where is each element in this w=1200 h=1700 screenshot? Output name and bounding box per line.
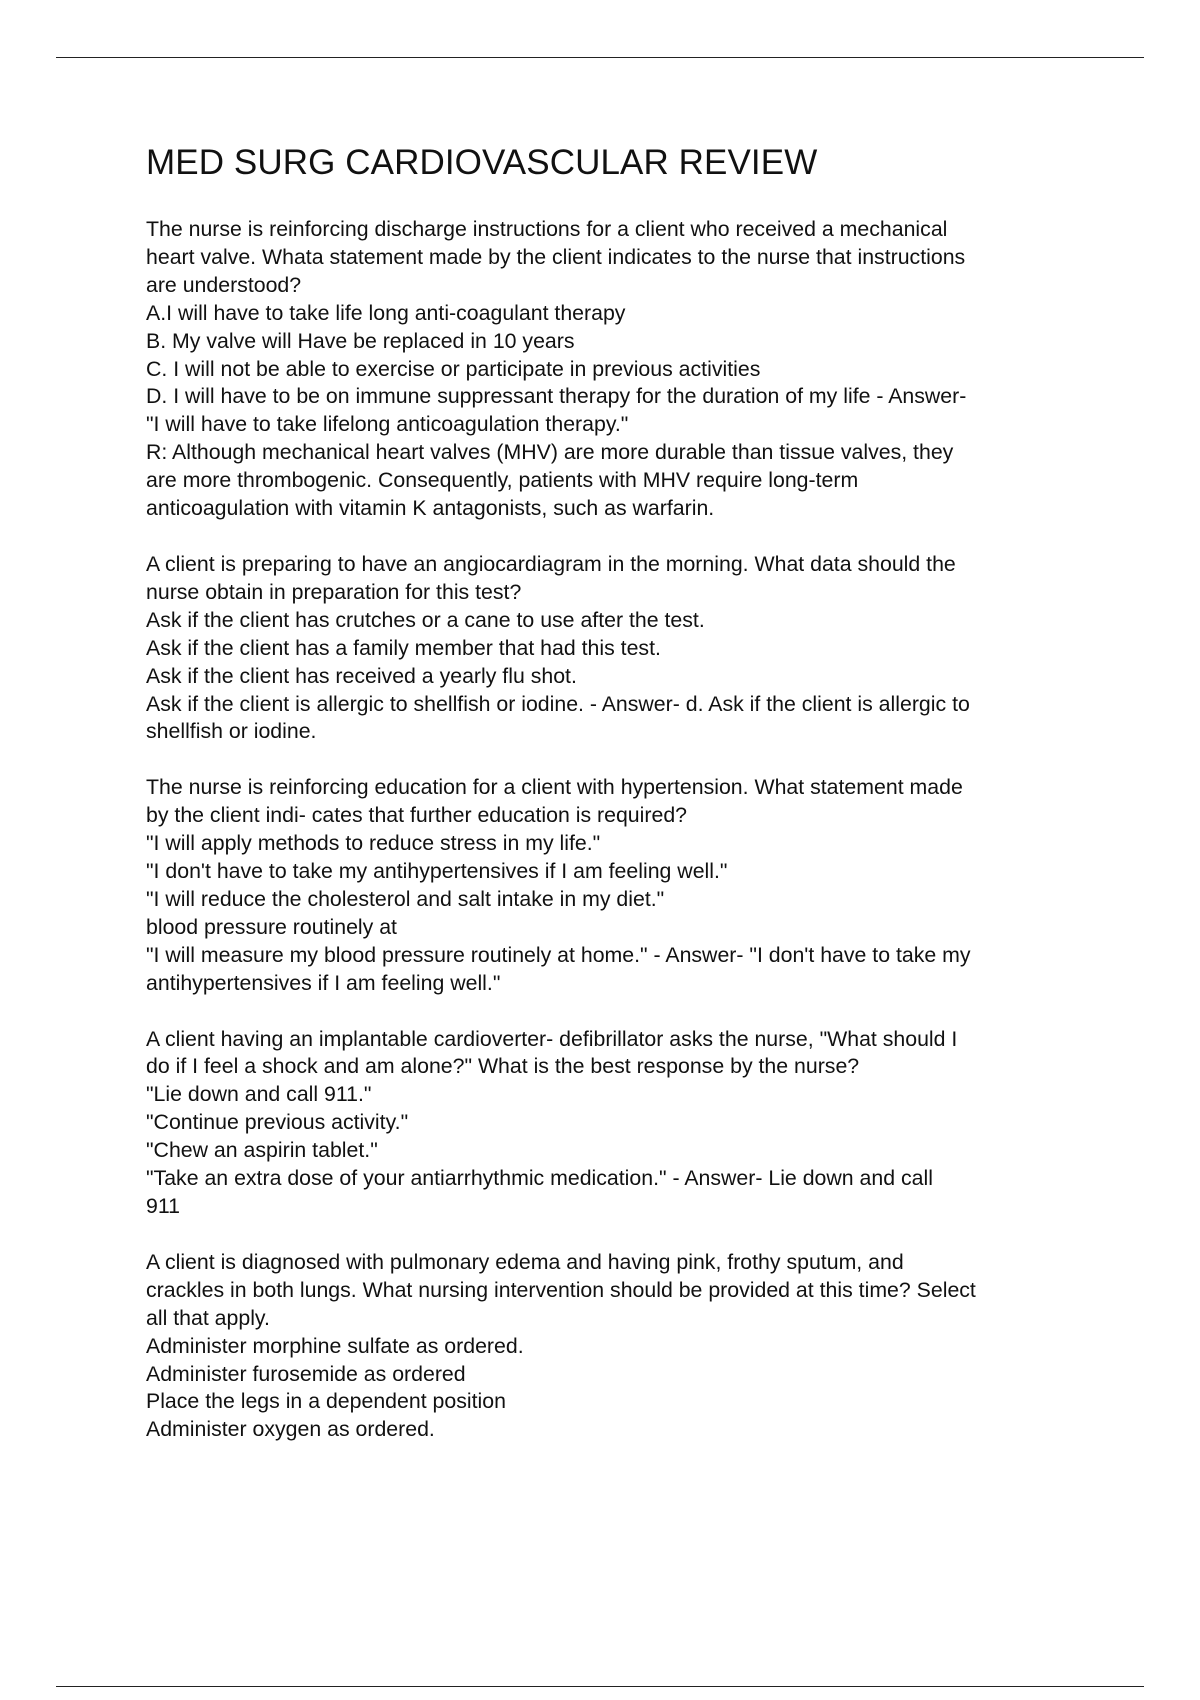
text-line: crackles in both lungs. What nursing intervention should be provided at this time? Select xyxy=(146,1277,976,1302)
text-line: nurse obtain in preparation for this test? xyxy=(146,579,522,604)
text-line: shellfish or iodine. xyxy=(146,719,317,744)
top-rule xyxy=(56,57,1144,58)
text-line: The nurse is reinforcing discharge instructions for a client who received a mechanical xyxy=(146,217,948,241)
text-line: Ask if the client has received a yearly flu shot. xyxy=(146,663,577,688)
text-line: B. My valve will Have be replaced in 10 years xyxy=(146,328,575,353)
text-line: Administer furosemide as ordered xyxy=(146,1361,466,1386)
text-line: Ask if the client has a family member that had this test. xyxy=(146,635,661,660)
text-line: by the client indi- cates that further education is required? xyxy=(146,803,688,828)
text-line: 911 xyxy=(146,1194,180,1218)
text-line: do if I feel a shock and am alone?" What is the best response by the nurse? xyxy=(146,1054,860,1079)
text-line: The nurse is reinforcing education for a client with hypertension. What statement made xyxy=(146,775,963,800)
document-body xyxy=(146,140,1096,1444)
question-block-3 xyxy=(146,774,1096,997)
text-line: R: Although mechanical heart valves (MHV) are more durable than tissue valves, they xyxy=(146,440,954,465)
text-line: "Lie down and call 911." xyxy=(146,1082,372,1107)
text-line: Administer morphine sulfate as ordered. xyxy=(146,1333,524,1358)
text-line: heart valve. Whata statement made by the client indicates to the nurse that instructions xyxy=(146,244,966,269)
text-line: "I will reduce the cholesterol and salt intake in my diet." xyxy=(146,886,665,911)
question-block-4 xyxy=(146,1026,1096,1221)
text-line: "Take an extra dose of your antiarrhythmic medication." - Answer- Lie down and call xyxy=(146,1166,933,1191)
text-line: C. I will not be able to exercise or participate in previous activities xyxy=(146,356,761,381)
text-line: Administer oxygen as ordered. xyxy=(146,1417,435,1442)
text-line: A client having an implantable cardioverter- defibrillator asks the nurse, "What should I xyxy=(146,1026,958,1051)
question-block-1 xyxy=(146,216,1096,523)
question-block-2 xyxy=(146,551,1096,746)
text-line: "I will measure my blood pressure routinely at home." - Answer- "I don't have to take my xyxy=(146,942,971,967)
document-title: MED SURG CARDIOVASCULAR REVIEW xyxy=(146,143,818,182)
text-line: blood pressure routinely at xyxy=(146,914,397,939)
text-line: are more thrombogenic. Consequently, patients with MHV require long-term xyxy=(146,468,859,493)
text-line: A.I will have to take life long anti-coagulant therapy xyxy=(146,300,626,325)
text-line: "I don't have to take my antihypertensives if I am feeling well." xyxy=(146,859,728,884)
text-line: D. I will have to be on immune suppressant therapy for the duration of my life - Answer- xyxy=(146,384,967,409)
text-line: "Chew an aspirin tablet." xyxy=(146,1138,378,1163)
text-line: A client is preparing to have an angiocardiagram in the morning. What data should the xyxy=(146,551,956,576)
text-line: anticoagulation with vitamin K antagonists, such as warfarin. xyxy=(146,496,715,521)
text-line: all that apply. xyxy=(146,1305,270,1330)
text-line: "Continue previous activity." xyxy=(146,1110,409,1135)
text-line: "I will have to take lifelong anticoagulation therapy." xyxy=(146,412,629,437)
text-line: Place the legs in a dependent position xyxy=(146,1389,506,1414)
text-line: A client is diagnosed with pulmonary edema and having pink, frothy sputum, and xyxy=(146,1249,904,1274)
text-line: Ask if the client has crutches or a cane to use after the test. xyxy=(146,607,705,632)
bottom-rule xyxy=(56,1686,1144,1687)
text-line: Ask if the client is allergic to shellfish or iodine. - Answer- d. Ask if the client is allergic to xyxy=(146,691,970,716)
text-line: "I will apply methods to reduce stress in my life." xyxy=(146,831,601,856)
question-block-5 xyxy=(146,1249,1096,1444)
text-line: are understood? xyxy=(146,272,302,297)
text-line: antihypertensives if I am feeling well." xyxy=(146,970,501,995)
